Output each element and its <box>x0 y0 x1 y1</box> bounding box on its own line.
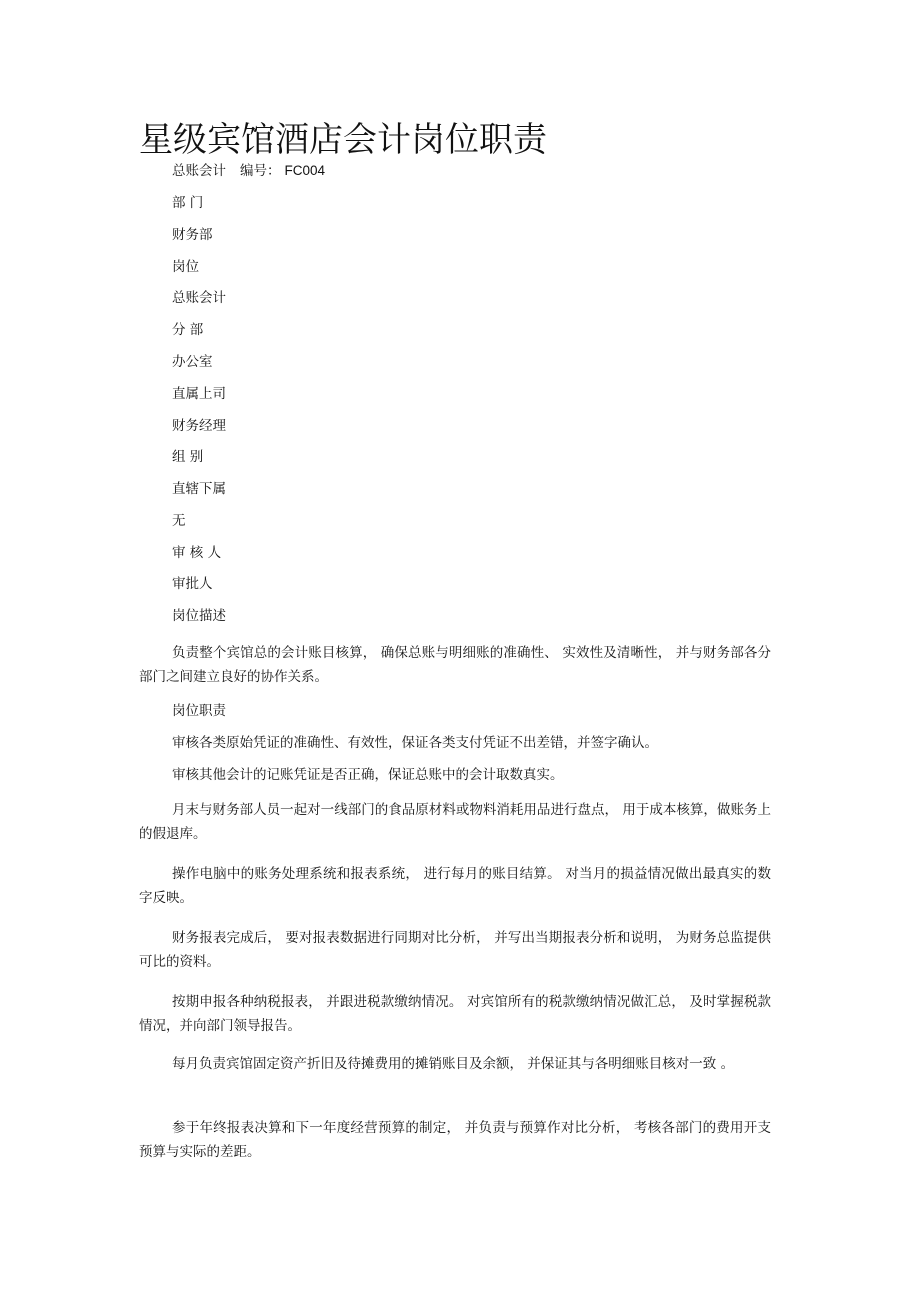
duty-item: 参于年终报表决算和下一年度经营预算的制定， 并负责与预算作对比分析， 考核各部门的费用开支预算与实际的差距。 <box>139 1120 771 1160</box>
field-description-heading: 岗位描述 <box>172 608 226 624</box>
duty-item: 财务报表完成后， 要对报表数据进行同期对比分析， 并写出当期报表分析和说明， 为财务总监提供可比的资料。 <box>139 930 771 970</box>
field-branch-label: 分 部 <box>172 322 204 338</box>
field-subordinate-label: 直辖下属 <box>172 481 226 497</box>
code-value: FC004 <box>284 163 326 178</box>
field-department-label: 部 门 <box>172 195 204 211</box>
field-reviewer-label: 审 核 人 <box>172 545 222 561</box>
field-supervisor-value: 财务经理 <box>172 418 226 434</box>
document-title: 星级宾馆酒店会计岗位职责 <box>139 120 547 160</box>
field-position-value: 总账会计 <box>172 290 226 306</box>
duty-item: 每月负责宾馆固定资产折旧及待摊费用的摊销账目及余额， 并保证其与各明细账目核对一致 。 <box>172 1056 735 1072</box>
description-paragraph: 负责整个宾馆总的会计账目核算， 确保总账与明细账的准确性、 实效性及清晰性， 并与财务部各分部门之间建立良好的协作关系。 <box>139 645 771 685</box>
duty-item: 操作电脑中的账务处理系统和报表系统， 进行每月的账目结算。 对当月的损益情况做出最真实的数字反映。 <box>139 866 771 906</box>
field-approver-label: 审批人 <box>172 576 213 592</box>
field-subordinate-value: 无 <box>172 513 186 529</box>
duty-item: 按期申报各种纳税报表， 并跟进税款缴纳情况。 对宾馆所有的税款缴纳情况做汇总， 及时掌握税款情况，并向部门领导报告。 <box>139 994 771 1034</box>
duties-heading: 岗位职责 <box>172 703 226 719</box>
field-department-value: 财务部 <box>172 227 213 243</box>
duty-item: 审核各类原始凭证的准确性、有效性，保证各类支付凭证不出差错，并签字确认。 <box>172 735 658 751</box>
duty-item: 审核其他会计的记账凭证是否正确，保证总账中的会计取数真实。 <box>172 767 564 783</box>
field-branch-value: 办公室 <box>172 354 213 370</box>
code-label: 编号： <box>240 163 281 179</box>
duty-item: 月末与财务部人员一起对一线部门的食品原材料或物料消耗用品进行盘点， 用于成本核算，做账务上的假退库。 <box>139 802 771 842</box>
field-group-label: 组 别 <box>172 449 204 465</box>
position-label: 总账会计 <box>172 163 226 179</box>
field-position-label: 岗位 <box>172 259 199 275</box>
field-supervisor-label: 直属上司 <box>172 386 226 402</box>
meta-line <box>172 161 325 181</box>
